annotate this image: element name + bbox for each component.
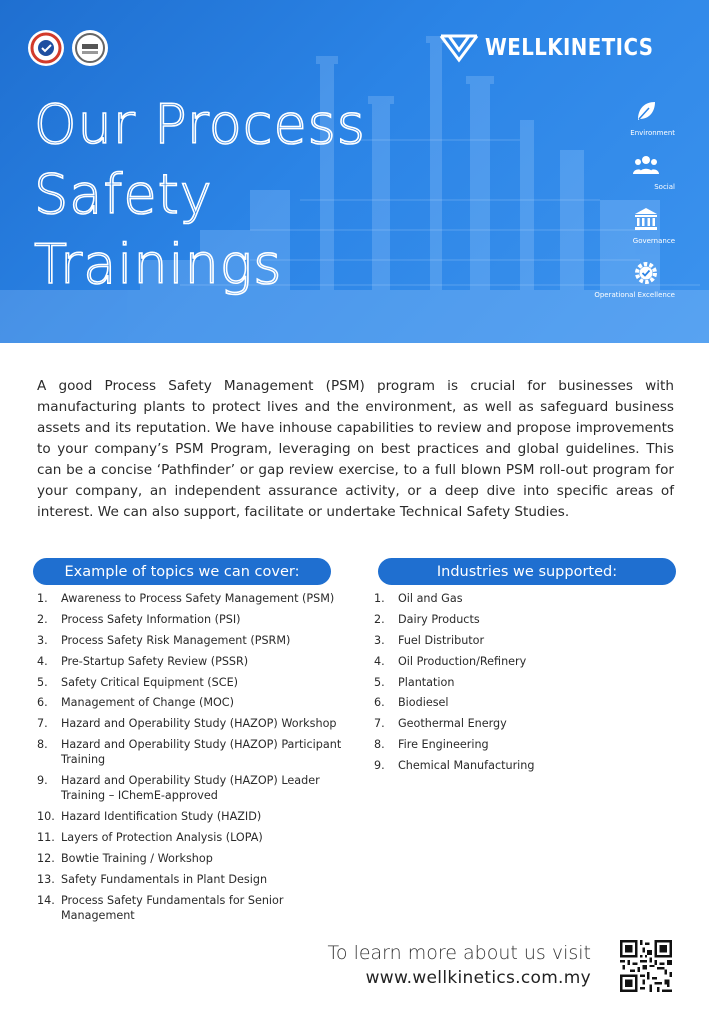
list-item: 11. Layers of Protection Analysis (LOPA) — [37, 830, 263, 844]
list-item: 3. Process Safety Risk Management (PSRM) — [37, 633, 291, 647]
gear-check-icon — [625, 258, 667, 288]
list-item: 4. Pre-Startup Safety Review (PSSR) — [37, 654, 249, 668]
list-item: 6. Management of Change (MOC) — [37, 696, 234, 710]
hero-banner — [0, 0, 709, 343]
pillar-operational-excellence — [575, 258, 675, 312]
industries-list — [374, 591, 624, 779]
list-item: 8. Fire Engineering — [374, 738, 489, 752]
contact-cta — [328, 942, 591, 988]
qr-code-icon[interactable] — [620, 940, 672, 992]
website-link[interactable]: www.wellkinetics.com.my — [365, 968, 591, 988]
list-item: 10. Hazard Identification Study (HAZID) — [37, 810, 262, 824]
industries-heading: Industries we supported: — [378, 558, 676, 585]
list-item: 12. Bowtie Training / Workshop — [37, 851, 213, 865]
leaf-icon — [625, 96, 667, 126]
pillar-governance — [575, 204, 675, 258]
list-item: 14. Process Safety Fundamentals for Senior Management — [37, 893, 284, 922]
pillar-label: Social — [654, 183, 675, 191]
list-item: 4. Oil Production/Refinery — [374, 654, 527, 668]
registered-training-provider-badge — [28, 30, 64, 66]
institution-icon — [625, 204, 667, 234]
esg-pillars — [575, 96, 675, 312]
list-item: 13. Safety Fundamentals in Plant Design — [37, 872, 268, 886]
people-icon — [625, 150, 667, 180]
hrd-corp-claimable-badge — [72, 30, 108, 66]
list-item: 5. Plantation — [374, 675, 455, 689]
list-item: 5. Safety Critical Equipment (SCE) — [37, 675, 239, 689]
list-item: 6. Biodiesel — [374, 696, 449, 710]
list-item: 9. Chemical Manufacturing — [374, 759, 535, 773]
list-item: 1. Oil and Gas — [374, 592, 463, 605]
topics-list — [37, 591, 357, 928]
pillar-social — [575, 150, 675, 204]
list-item: 3. Fuel Distributor — [374, 633, 485, 647]
list-item: 7. Geothermal Energy — [374, 717, 507, 731]
title-line-3: Trainings — [34, 233, 283, 296]
list-item: 8. Hazard and Operability Study (HAZOP) Participant Training — [37, 738, 342, 767]
list-item: 2. Process Safety Information (PSI) — [37, 612, 241, 626]
brand-name: WELLKINETICS — [485, 35, 654, 61]
wellkinetics-logo-icon — [439, 30, 479, 66]
pillar-label: Operational Excellence — [594, 291, 675, 299]
pillar-environment — [575, 96, 675, 150]
title-line-2: Safety — [34, 163, 213, 226]
pillar-label: Governance — [632, 237, 675, 245]
accreditation-badges — [28, 30, 108, 66]
page-title — [34, 90, 454, 300]
cta-text: To learn more about us visit — [327, 942, 591, 964]
list-item: 7. Hazard and Operability Study (HAZOP) Workshop — [37, 717, 337, 731]
company-logo — [439, 30, 681, 66]
pillar-label: Environment — [630, 129, 675, 137]
list-item: 1. Awareness to Process Safety Management (PSM) — [37, 592, 335, 605]
list-item: 9. Hazard and Operability Study (HAZOP) Leader Training – IChemE-approved — [37, 774, 320, 803]
list-item: 2. Dairy Products — [374, 612, 480, 626]
topics-heading: Example of topics we can cover: — [33, 558, 331, 585]
intro-paragraph: A good Process Safety Management (PSM) program is crucial for businesses with manufacturing plants to protect lives and the environment, as well as safeguard business assets and its reputation. We have inhouse capabilities to review and propose improvements to your company’s PSM Program, leveraging on best practices and global guidelines. This can be a concise ‘Pathfinder’ or gap review exercise, to a full blown PSM roll-out program for your company, an independent assurance activity, or a deep dive into specific areas of interest. We can also support, facilitate or undertake Technical Safety Studies. — [37, 378, 674, 520]
title-line-1: Our Process — [34, 93, 366, 156]
